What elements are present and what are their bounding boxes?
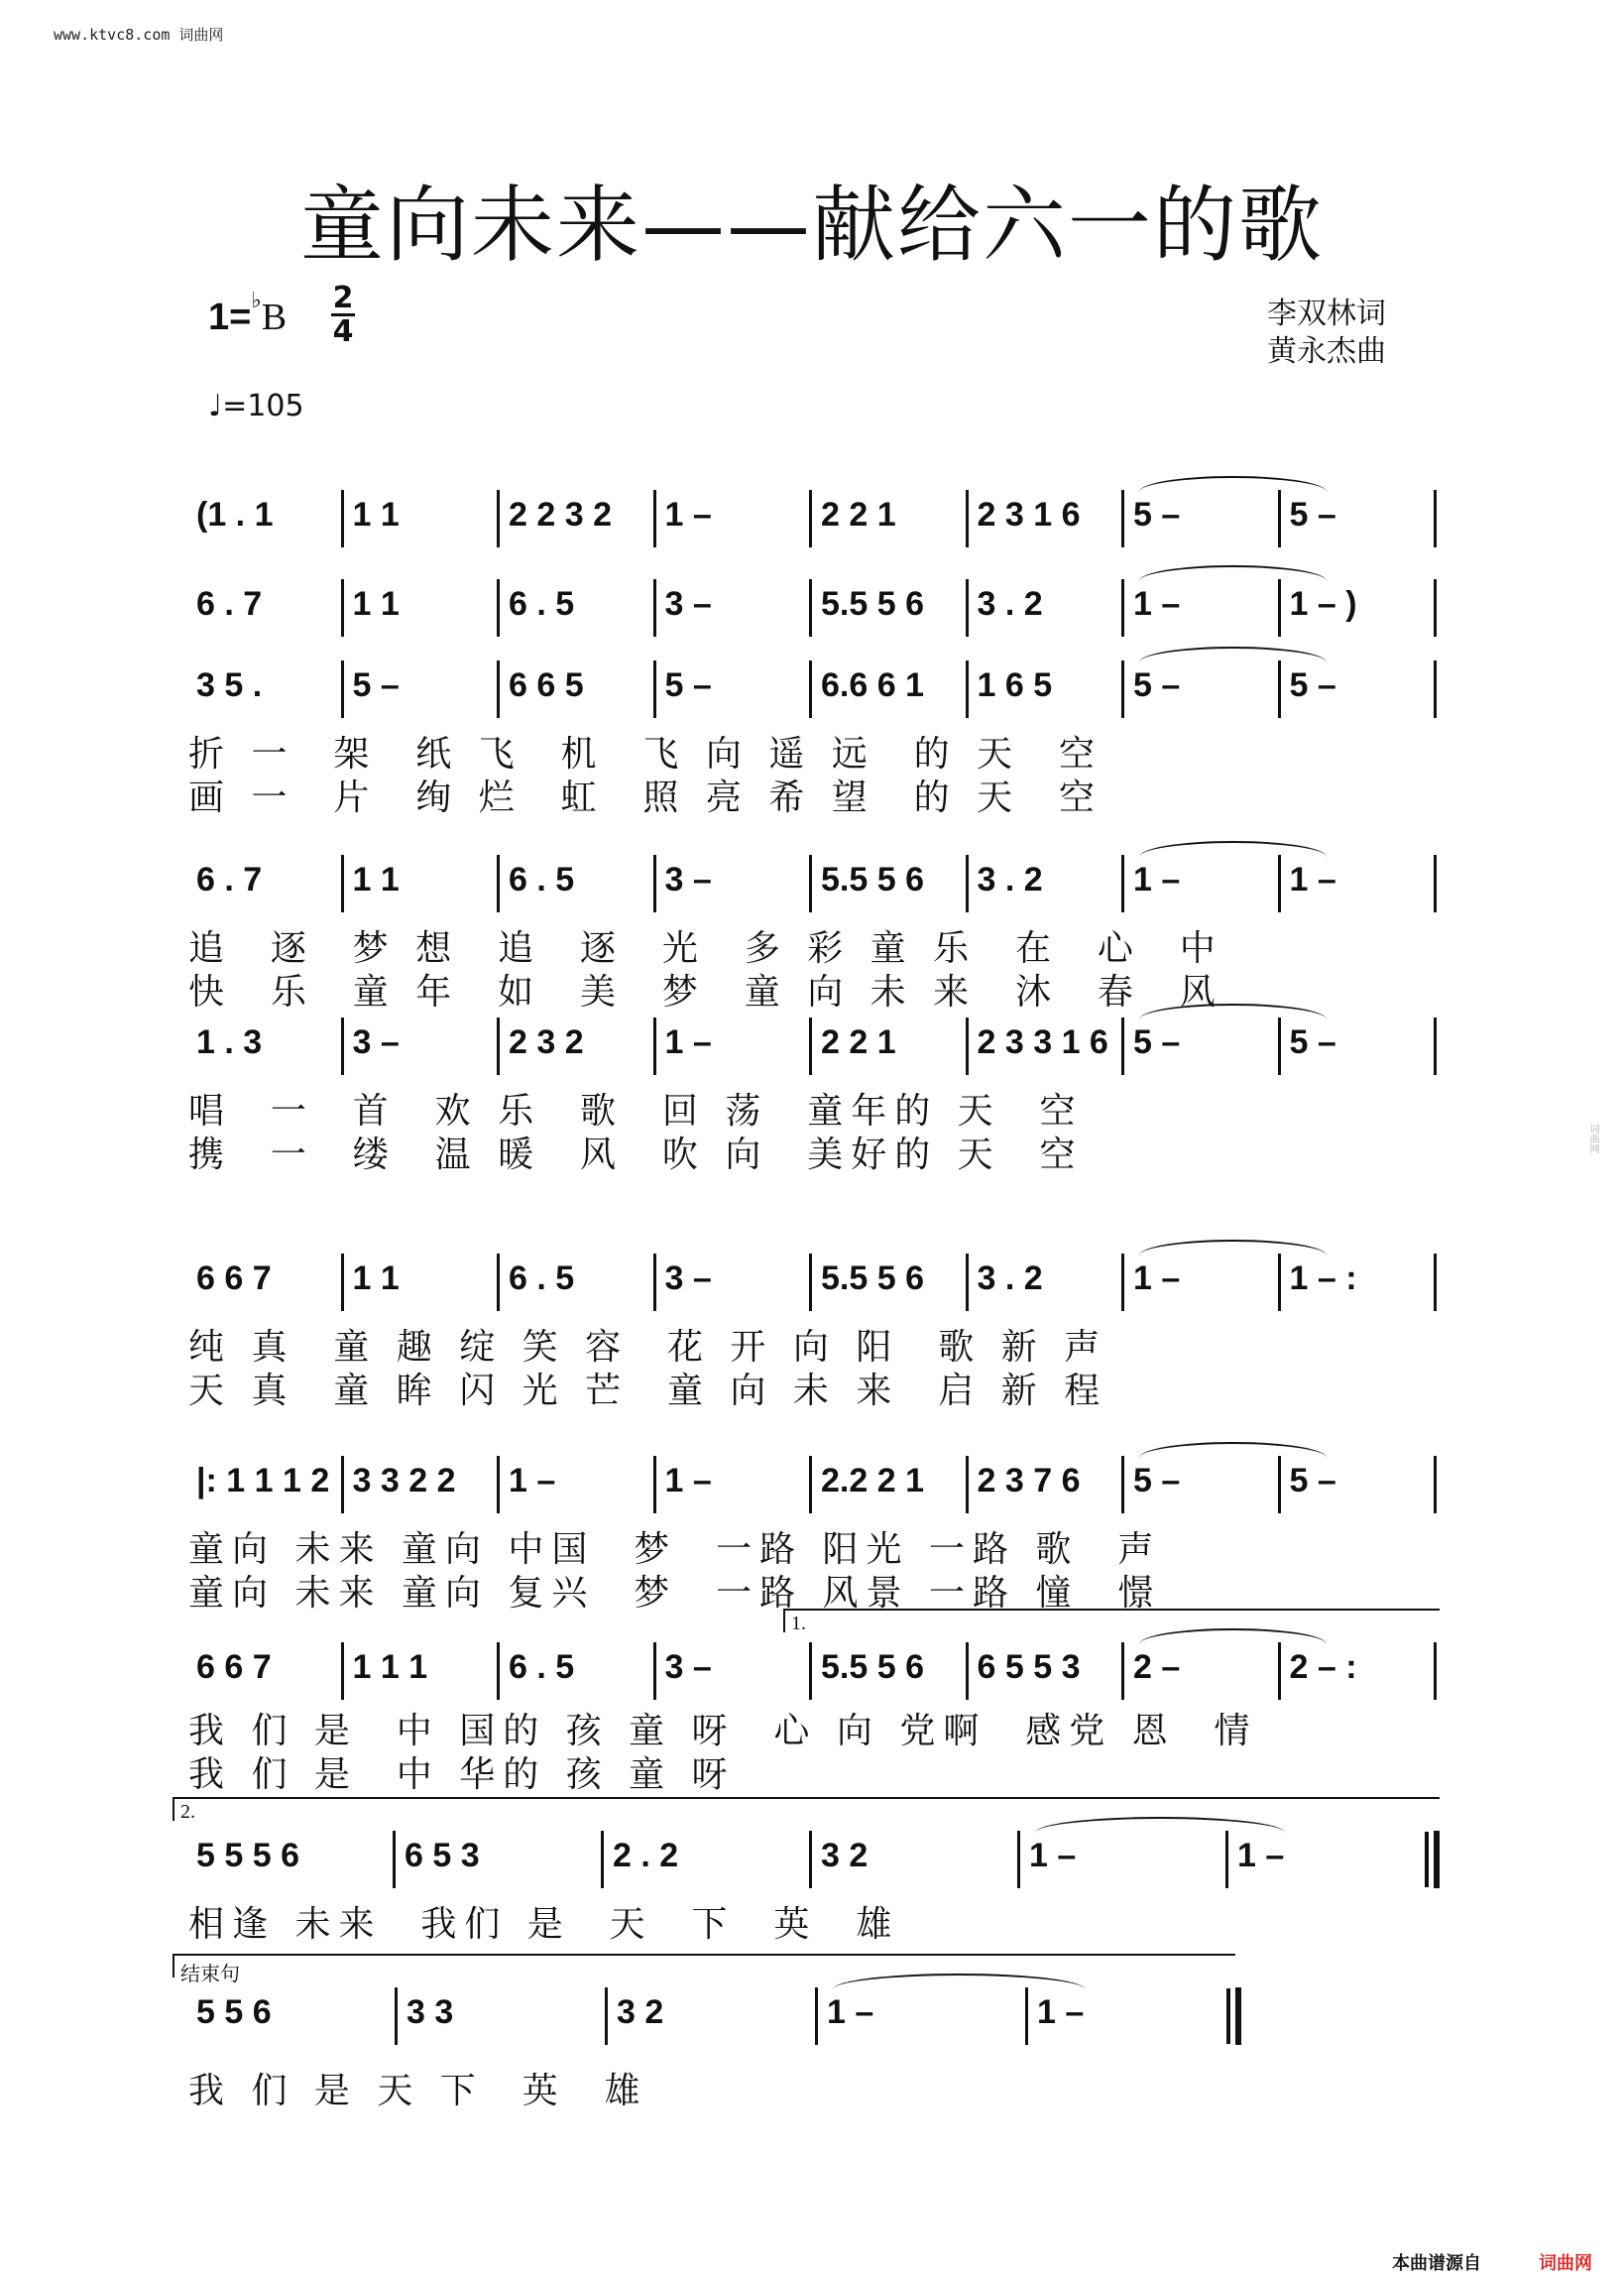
measure-notes: 5 – xyxy=(1133,496,1181,534)
barline xyxy=(1434,855,1437,912)
measure-notes: 2 – xyxy=(1133,1648,1181,1686)
measure-notes: 2 3 2 xyxy=(509,1023,584,1061)
volta-label: 结束句 xyxy=(180,1964,240,1985)
footer-brand[interactable]: 词曲网 xyxy=(1539,2253,1592,2274)
barline xyxy=(497,855,500,912)
measure-notes: 1 – xyxy=(1133,1259,1181,1297)
lyric-line: 童向 未来 童向 中国 梦 一路 阳光 一路 歌 声 xyxy=(188,1529,1162,1570)
barline xyxy=(966,579,969,637)
measure-notes: 5 – xyxy=(1133,666,1181,704)
barline xyxy=(341,490,344,547)
score-row xyxy=(178,1023,1438,1087)
barline xyxy=(1121,855,1124,912)
barline xyxy=(966,1456,969,1513)
measure-notes: 6 . 5 xyxy=(509,585,575,623)
measure-notes: 1 6 5 xyxy=(977,666,1053,704)
barline xyxy=(1278,1642,1281,1700)
barline xyxy=(653,1456,656,1513)
measure-notes: 1 – xyxy=(664,496,712,534)
measure-notes: 1 – xyxy=(827,1993,874,2031)
measure-notes: 1 1 xyxy=(352,585,400,623)
measure-notes: 5 – xyxy=(1289,1462,1336,1499)
barline xyxy=(1121,660,1124,718)
score-row xyxy=(178,861,1438,924)
barline xyxy=(815,1987,818,2045)
score-row xyxy=(178,496,1438,559)
tempo-marking: ♩=105 xyxy=(208,389,304,423)
measure-notes: 1 – xyxy=(1133,585,1181,623)
barline xyxy=(653,660,656,718)
measure-notes: 1 1 xyxy=(352,1259,400,1297)
barline xyxy=(341,660,344,718)
measure-notes: 3 5 . xyxy=(196,666,263,704)
barline xyxy=(1025,1987,1028,2045)
lyric-line: 天 真 童 眸 闪 光 芒 童 向 未 来 启 新 程 xyxy=(188,1371,1108,1411)
barline xyxy=(1278,490,1281,547)
barline xyxy=(1278,660,1281,718)
measure-notes: 2.2 2 1 xyxy=(821,1462,924,1499)
barline xyxy=(1235,1987,1241,2045)
score-row xyxy=(178,666,1438,730)
barline xyxy=(1434,660,1437,718)
measure-notes: 5 – xyxy=(1289,1023,1336,1061)
measure-notes: 1 – xyxy=(664,1462,712,1499)
measure-notes: 1 . 3 xyxy=(196,1023,263,1061)
score-row xyxy=(178,1462,1438,1525)
barline xyxy=(341,579,344,637)
barline xyxy=(966,1018,969,1075)
watermark-right: 词曲网 xyxy=(1587,1123,1598,1153)
lyric-line: 画 一 片 绚 烂 虹 照 亮 希 望 的 天 空 xyxy=(188,778,1102,818)
watermark-left xyxy=(2,0,16,2276)
barline xyxy=(1278,1018,1281,1075)
lyric-line: 我 们 是 天 下 英 雄 xyxy=(188,2071,648,2111)
measure-notes: 1 – xyxy=(1133,861,1181,898)
measure-notes: 5.5 5 6 xyxy=(821,1648,924,1686)
credits xyxy=(1267,296,1386,371)
measure-notes: 2 3 3 1 6 xyxy=(977,1023,1108,1061)
measure-notes: 2 2 1 xyxy=(821,496,896,534)
measure-notes: 5 – xyxy=(1289,496,1336,534)
measure-notes: (1 . 1 xyxy=(196,496,274,534)
lyric-line: 纯 真 童 趣 绽 笑 容 花 开 向 阳 歌 新 声 xyxy=(188,1327,1108,1368)
footer-source: 本曲谱源自 xyxy=(1392,2253,1481,2274)
barline xyxy=(341,855,344,912)
measure-notes: 3 – xyxy=(664,585,712,623)
measure-notes: 1 – xyxy=(1237,1837,1285,1874)
barline xyxy=(809,1018,812,1075)
measure-notes: 3 . 2 xyxy=(977,1259,1043,1297)
slur-tie xyxy=(1139,565,1327,581)
lyric-line: 相逢 未来 我们 是 天 下 英 雄 xyxy=(188,1904,900,1945)
volta-bracket xyxy=(173,1954,1235,1985)
measure-notes: 1 – xyxy=(509,1462,556,1499)
barline xyxy=(497,490,500,547)
barline xyxy=(1121,1254,1124,1311)
barline xyxy=(809,579,812,637)
barline xyxy=(1434,1456,1437,1513)
measure-notes: 5 – xyxy=(1133,1462,1181,1499)
barline xyxy=(1278,855,1281,912)
measure-notes: 3 – xyxy=(664,861,712,898)
barline xyxy=(653,490,656,547)
barline xyxy=(395,1987,398,2045)
barline xyxy=(966,1254,969,1311)
score-row xyxy=(178,1964,1438,2057)
barline xyxy=(653,1254,656,1311)
slur-tie xyxy=(1139,476,1327,492)
measure-notes: |: 1 1 1 2 xyxy=(196,1462,330,1499)
barline xyxy=(1121,579,1124,637)
measure-notes: 3 3 2 2 xyxy=(352,1462,456,1499)
measure-notes: 2 . 2 xyxy=(613,1837,679,1874)
barline xyxy=(1225,1831,1228,1888)
barline xyxy=(341,1254,344,1311)
barline xyxy=(1121,1642,1124,1700)
measure-notes: 1 – xyxy=(1037,1993,1085,2031)
barline xyxy=(1434,1018,1437,1075)
song-title: 童向未来——献给六一的歌 xyxy=(299,177,1324,274)
measure-notes: 6 . 7 xyxy=(196,861,263,898)
measure-notes: 6 . 7 xyxy=(196,585,263,623)
measure-notes: 5 – xyxy=(664,666,712,704)
lyric-line: 我 们 是 中 国的 孩 童 呀 心 向 党啊 感党 恩 情 xyxy=(188,1711,1258,1751)
barline xyxy=(1121,1456,1124,1513)
slur-tie xyxy=(1139,841,1327,857)
barline xyxy=(1434,490,1437,547)
score-row xyxy=(178,585,1438,649)
barline xyxy=(809,855,812,912)
measure-notes: 1 – : xyxy=(1289,1259,1357,1297)
score-row xyxy=(178,1259,1438,1323)
measure-notes: 1 1 xyxy=(352,861,400,898)
barline xyxy=(966,855,969,912)
barline xyxy=(809,490,812,547)
lyric-line: 追 逐 梦 想 追 逐 光 多 彩 童 乐 在 心 中 xyxy=(188,928,1223,969)
measure-notes: 6 6 7 xyxy=(196,1259,272,1297)
barline xyxy=(966,660,969,718)
measure-notes: 3 . 2 xyxy=(977,861,1043,898)
volta-label: 2. xyxy=(180,1801,195,1823)
site-url[interactable]: www.ktvc8.com 词曲网 xyxy=(54,26,224,44)
barline xyxy=(497,1254,500,1311)
measure-notes: 2 3 7 6 xyxy=(977,1462,1081,1499)
measure-notes: 1 – xyxy=(1289,861,1336,898)
barline xyxy=(393,1831,396,1888)
barline xyxy=(809,660,812,718)
measure-notes: 2 2 3 2 xyxy=(509,496,612,534)
measure-notes: 6 5 3 xyxy=(405,1837,480,1874)
lyric-line: 折 一 架 纸 飞 机 飞 向 遥 远 的 天 空 xyxy=(188,734,1102,775)
barline xyxy=(497,660,500,718)
score-row xyxy=(178,1801,1438,1900)
barline xyxy=(809,1642,812,1700)
volta-label: 1. xyxy=(791,1613,806,1634)
barline xyxy=(1278,1456,1281,1513)
barline xyxy=(966,490,969,547)
barline xyxy=(341,1642,344,1700)
barline xyxy=(1121,1018,1124,1075)
measure-notes: 1 1 1 xyxy=(352,1648,428,1686)
barline xyxy=(1278,579,1281,637)
measure-notes: 3 3 xyxy=(406,1993,454,2031)
lyric-line: 我 们 是 中 华的 孩 童 呀 xyxy=(188,1754,736,1795)
barline xyxy=(1434,1254,1437,1311)
measure-notes: 6 6 7 xyxy=(196,1648,272,1686)
barline xyxy=(966,1642,969,1700)
barline xyxy=(653,1642,656,1700)
time-signature: 2 4 xyxy=(332,281,354,349)
key-signature: 1=♭B xyxy=(208,288,288,338)
measure-notes: 2 2 1 xyxy=(821,1023,896,1061)
measure-notes: 6 . 5 xyxy=(509,1648,575,1686)
measure-notes: 1 – ) xyxy=(1289,585,1357,623)
measure-notes: 3 2 xyxy=(821,1837,869,1874)
slur-tie xyxy=(1139,647,1327,662)
barline xyxy=(497,579,500,637)
measure-notes: 6 6 5 xyxy=(509,666,584,704)
volta-bracket xyxy=(173,1797,1440,1821)
lyric-line: 快 乐 童 年 如 美 梦 童 向 未 来 沐 春 风 xyxy=(188,972,1223,1013)
barline xyxy=(341,1018,344,1075)
barline xyxy=(1434,579,1437,637)
measure-notes: 5 – xyxy=(352,666,400,704)
measure-notes: 2 – : xyxy=(1289,1648,1357,1686)
barline xyxy=(1278,1254,1281,1311)
barline xyxy=(809,1831,812,1888)
lyric-line: 唱 一 首 欢 乐 歌 回 荡 童年的 天 空 xyxy=(188,1091,1084,1132)
barline xyxy=(653,1018,656,1075)
barline xyxy=(809,1456,812,1513)
barline xyxy=(341,1456,344,1513)
barline xyxy=(497,1642,500,1700)
lyricist: 李双林词 xyxy=(1267,297,1386,331)
barline xyxy=(653,579,656,637)
measure-notes: 2 3 1 6 xyxy=(977,496,1081,534)
measure-notes: 5 5 5 6 xyxy=(196,1837,299,1874)
measure-notes: 5.5 5 6 xyxy=(821,585,924,623)
barline xyxy=(601,1831,604,1888)
lyric-line: 携 一 缕 温 暖 风 吹 向 美好的 天 空 xyxy=(188,1135,1084,1175)
measure-notes: 1 – xyxy=(664,1023,712,1061)
measure-notes: 6 . 5 xyxy=(509,1259,575,1297)
composer: 黄永杰曲 xyxy=(1267,334,1386,369)
volta-bracket xyxy=(783,1609,1440,1632)
barline xyxy=(1434,1642,1437,1700)
barline xyxy=(497,1018,500,1075)
measure-notes: 1 – xyxy=(1029,1837,1077,1874)
measure-notes: 1 1 xyxy=(352,496,400,534)
measure-notes: 6 . 5 xyxy=(509,861,575,898)
measure-notes: 3 – xyxy=(352,1023,400,1061)
measure-notes: 5.5 5 6 xyxy=(821,1259,924,1297)
lyric-line: 童向 未来 童向 复兴 梦 一路 风景 一路 憧 憬 xyxy=(188,1573,1162,1614)
measure-notes: 5 – xyxy=(1289,666,1336,704)
barline xyxy=(1434,1831,1440,1888)
measure-notes: 3 – xyxy=(664,1259,712,1297)
measure-notes: 3 . 2 xyxy=(977,585,1043,623)
barline xyxy=(1017,1831,1020,1888)
measure-notes: 5 – xyxy=(1133,1023,1181,1061)
barline xyxy=(809,1254,812,1311)
measure-notes: 3 – xyxy=(664,1648,712,1686)
measure-notes: 5 5 6 xyxy=(196,1993,272,2031)
slur-tie xyxy=(1139,1240,1327,1256)
slur-tie xyxy=(1139,1442,1327,1458)
barline xyxy=(605,1987,608,2045)
measure-notes: 6.6 6 1 xyxy=(821,666,924,704)
barline xyxy=(653,855,656,912)
measure-notes: 5.5 5 6 xyxy=(821,861,924,898)
measure-notes: 6 5 5 3 xyxy=(977,1648,1081,1686)
measure-notes: 3 2 xyxy=(617,1993,664,2031)
barline xyxy=(1121,490,1124,547)
barline xyxy=(497,1456,500,1513)
